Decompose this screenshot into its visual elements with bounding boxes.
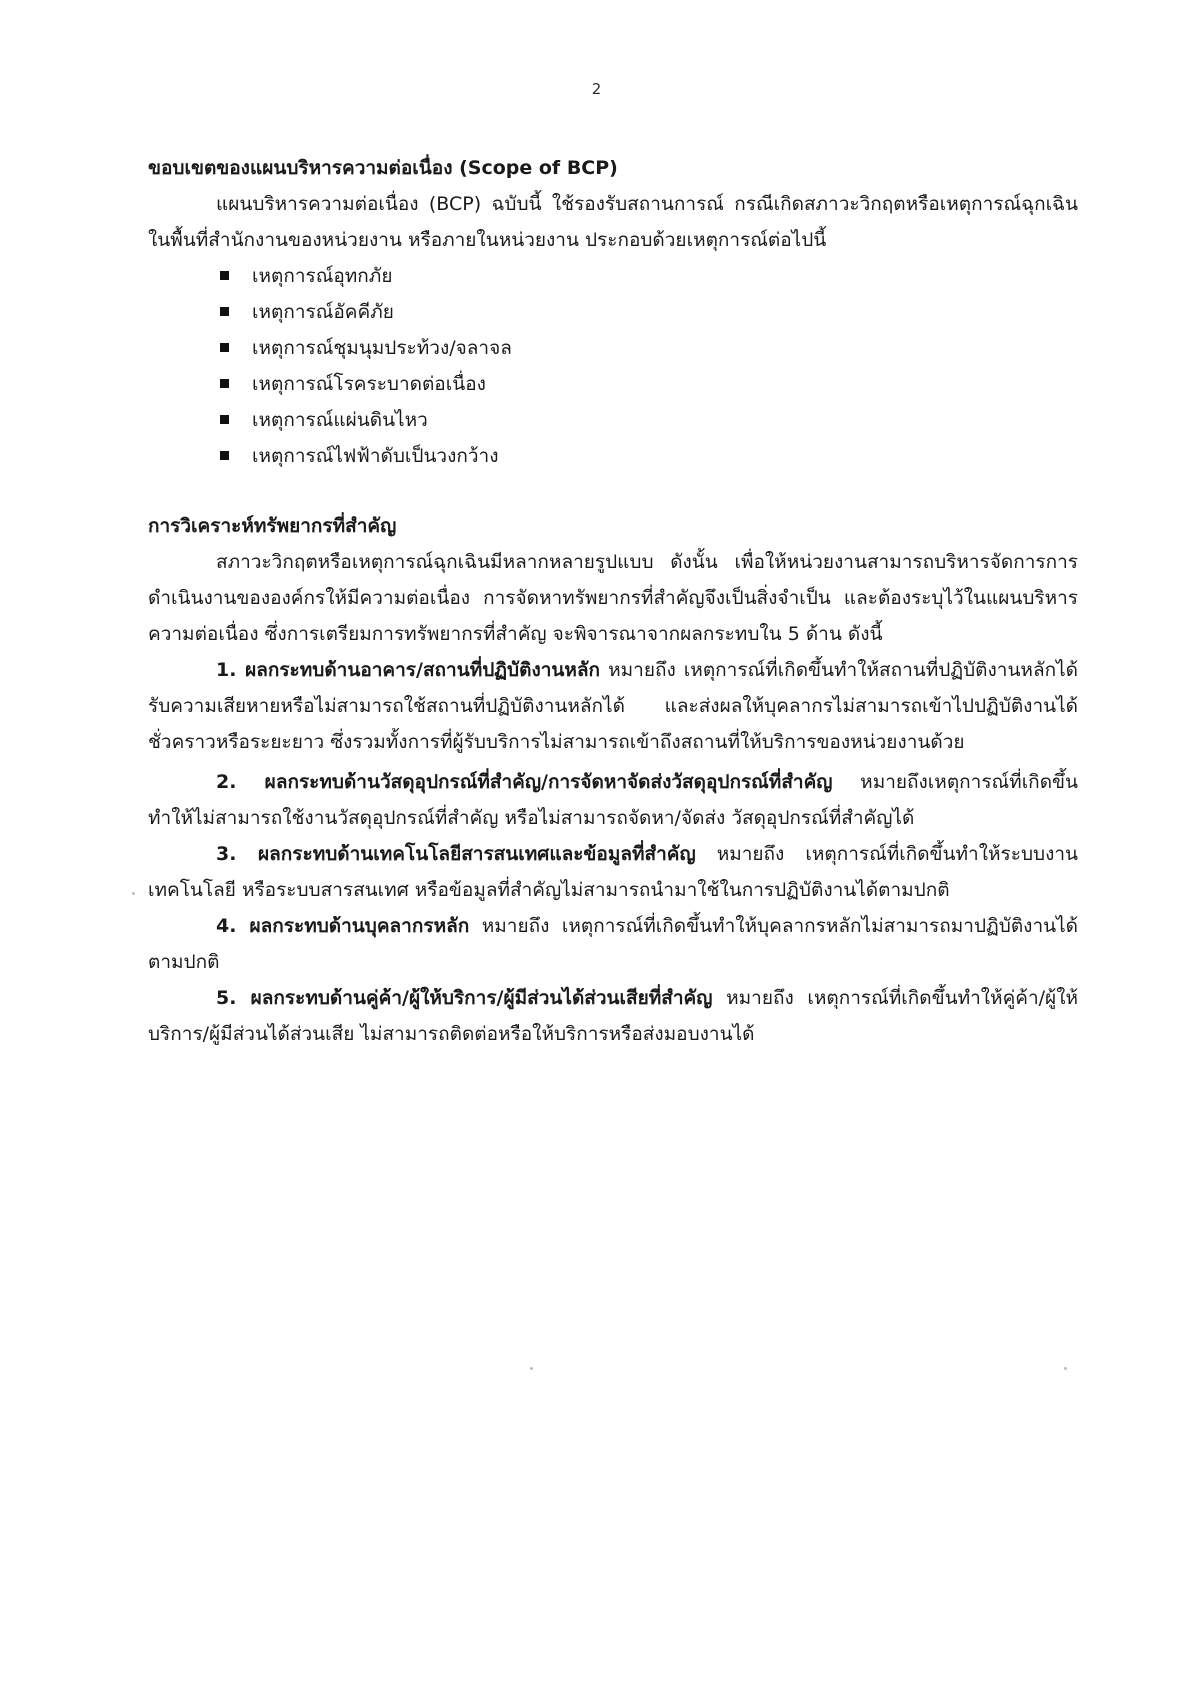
- square-bullet-icon: [220, 271, 229, 280]
- event-list: [148, 258, 1078, 474]
- document-content: [148, 150, 1078, 1052]
- impact-title: 4. ผลกระทบด้านบุคลากรหลัก: [216, 915, 470, 937]
- analysis-intro: สภาวะวิกฤตหรือเหตุการณ์ฉุกเฉินมีหลากหลายรูปแบบ ดังนั้น เพื่อให้หน่วยงานสามารถบริหารจัดการการดำเนินงานขององค์กรให้มีความต่อเนื่อง การจัดหาทรัพยากรที่สำคัญจึงเป็นสิ่งจำเป็น และต้องระบุไว้ในแผนบริหารความต่อเนื่อง ซึ่งการเตรียมการทรัพยากรที่สำคัญ จะพิจารณาจากผลกระทบใน 5 ด้าน ดังนี้: [148, 551, 1078, 645]
- scan-speck: [530, 1367, 533, 1370]
- square-bullet-icon: [220, 307, 229, 316]
- scan-speck: [1064, 1367, 1067, 1370]
- impact-body: หมายถึง เหตุการณ์ที่เกิดขึ้นทำให้ระบบงานเทคโนโลยี หรือระบบสารสนเทศ หรือข้อมูลที่สำคัญไม่สามารถนำมาใช้ในการปฏิบัติงานได้ตามปกติ: [148, 843, 1078, 901]
- impact-item: [148, 980, 1078, 1052]
- impact-body: หมายถึงเหตุการณ์ที่เกิดขึ้นทำให้ไม่สามารถใช้งานวัสดุอุปกรณ์ที่สำคัญ หรือไม่สามารถจัดหา/จัดส่ง วัสดุอุปกรณ์ที่สำคัญได้: [148, 771, 1079, 829]
- scope-intro: แผนบริหารความต่อเนื่อง (BCP) ฉบับนี้ ใช้รองรับสถานการณ์ กรณีเกิดสภาวะวิกฤตหรือเหตุการณ์ฉุกเฉินในพื้นที่สำนักงานของหน่วยงาน หรือภายในหน่วยงาน ประกอบด้วยเหตุการณ์ต่อไปนี้: [148, 193, 1078, 251]
- list-item: [220, 258, 1078, 294]
- event-label: เหตุการณ์ไฟฟ้าดับเป็นวงกว้าง: [252, 445, 499, 467]
- scope-section: [148, 150, 1078, 474]
- square-bullet-icon: [220, 415, 229, 424]
- impact-title: 3. ผลกระทบด้านเทคโนโลยีสารสนเทศและข้อมูลที่สำคัญ: [216, 843, 696, 865]
- impact-item: [148, 764, 1078, 836]
- impact-body: หมายถึง เหตุการณ์ที่เกิดขึ้นทำให้คู่ค้า/ผู้ให้บริการ/ผู้มีส่วนได้ส่วนเสีย ไม่สามารถติดต่อหรือให้บริการหรือส่งมอบงานได้: [148, 987, 1078, 1045]
- event-label: เหตุการณ์อุทกภัย: [252, 265, 393, 287]
- list-item: [220, 330, 1078, 366]
- impact-body: หมายถึง เหตุการณ์ที่เกิดขึ้นทำให้บุคลากรหลักไม่สามารถมาปฏิบัติงานได้ตามปกติ: [148, 915, 1079, 973]
- list-item: [220, 438, 1078, 474]
- list-item: [220, 294, 1078, 330]
- event-label: เหตุการณ์โรคระบาดต่อเนื่อง: [252, 373, 486, 395]
- scan-speck: [132, 892, 135, 895]
- list-item: [220, 402, 1078, 438]
- square-bullet-icon: [220, 451, 229, 460]
- analysis-section: [148, 508, 1078, 1052]
- section-spacer: [148, 474, 1078, 508]
- page-number: 2: [591, 80, 602, 98]
- analysis-heading: การวิเคราะห์ทรัพยากรที่สำคัญ: [148, 515, 397, 537]
- event-label: เหตุการณ์ชุมนุมประท้วง/จลาจล: [252, 337, 512, 359]
- impact-body: หมายถึง เหตุการณ์ที่เกิดขึ้นทำให้สถานที่ปฏิบัติงานหลักได้รับความเสียหายหรือไม่สามารถใช้สถานที่ปฏิบัติงานหลักได้ และส่งผลให้บุคลากรไม่สามารถเข้าไปปฏิบัติงานได้ชั่วคราวหรือระยะยาว ซึ่งรวมทั้งการที่ผู้รับบริการไม่สามารถเข้าถึงสถานที่ให้บริการของหน่วยงานด้วย: [148, 659, 1078, 753]
- square-bullet-icon: [220, 379, 229, 388]
- impact-item: [148, 908, 1078, 980]
- square-bullet-icon: [220, 343, 229, 352]
- scope-heading: ขอบเขตของแผนบริหารความต่อเนื่อง (Scope of BCP): [148, 157, 618, 179]
- event-label: เหตุการณ์แผ่นดินไหว: [252, 409, 428, 431]
- impact-title: 5. ผลกระทบด้านคู่ค้า/ผู้ให้บริการ/ผู้มีส่วนได้ส่วนเสียที่สำคัญ: [216, 987, 713, 1009]
- list-item: [220, 366, 1078, 402]
- impact-item: [148, 652, 1078, 760]
- event-label: เหตุการณ์อัคคีภัย: [252, 301, 394, 323]
- impact-item: [148, 836, 1078, 908]
- impact-title: 2. ผลกระทบด้านวัสดุอุปกรณ์ที่สำคัญ/การจัดหาจัดส่งวัสดุอุปกรณ์ที่สำคัญ: [216, 771, 833, 793]
- impact-title: 1. ผลกระทบด้านอาคาร/สถานที่ปฏิบัติงานหลัก: [216, 659, 601, 681]
